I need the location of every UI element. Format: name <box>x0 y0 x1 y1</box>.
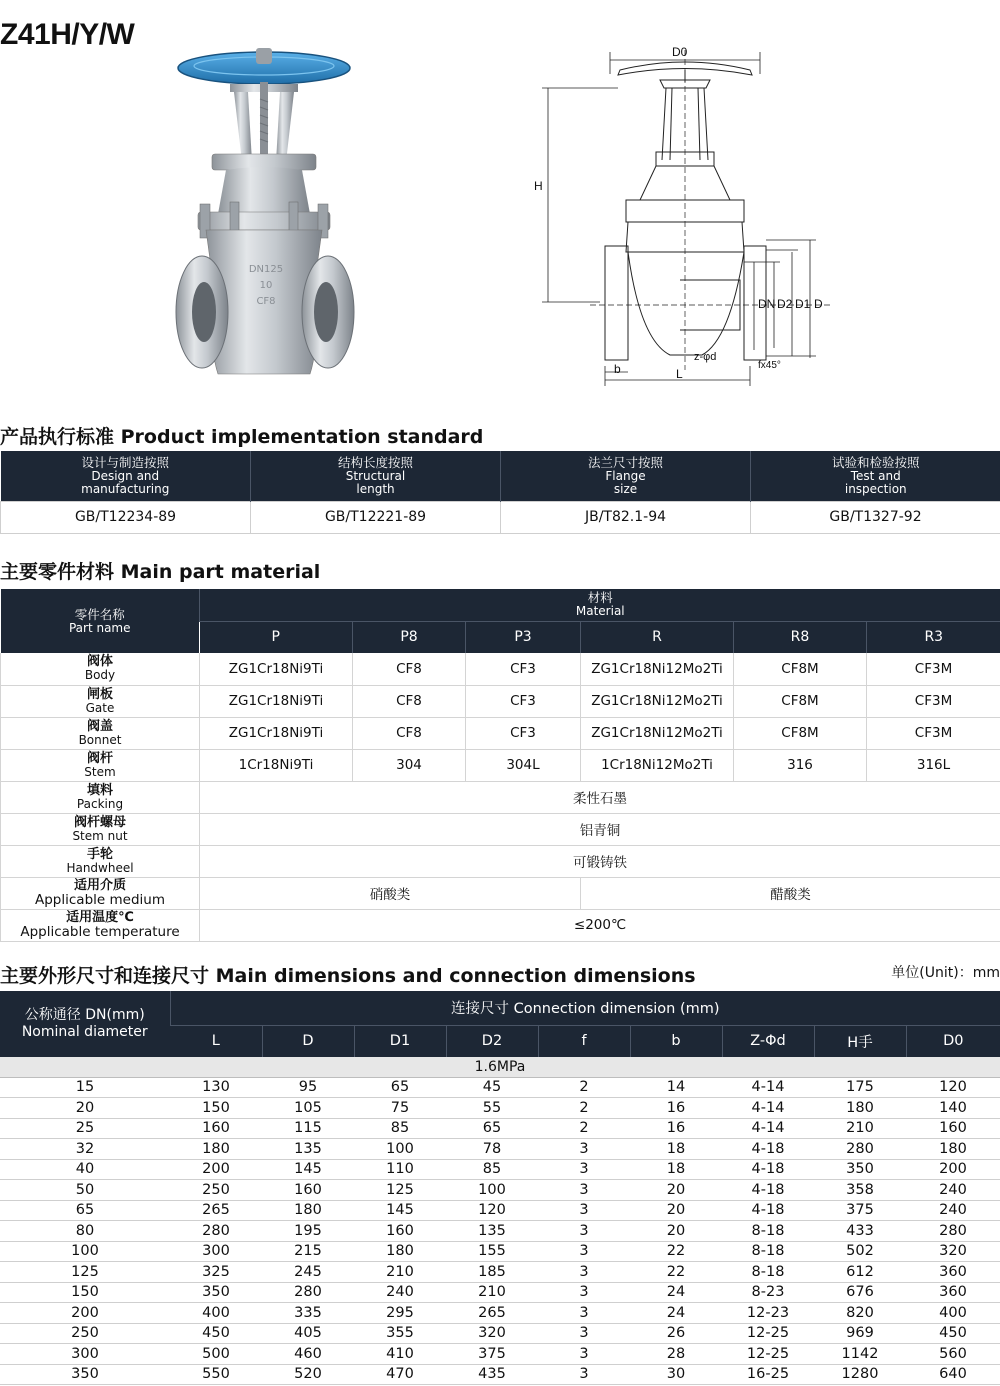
dimension-cell: 550 <box>170 1364 262 1385</box>
dimension-cell: 155 <box>446 1241 538 1262</box>
dimension-row <box>0 1262 1000 1283</box>
grade-header: R <box>581 621 734 653</box>
material-cell: CF3M <box>867 717 1000 749</box>
material-cell: ZG1Cr18Ni9Ti <box>200 653 353 685</box>
temperature-value: ≤200℃ <box>200 909 1000 941</box>
dimension-row <box>0 1159 1000 1180</box>
dimension-cell: 130 <box>170 1077 262 1098</box>
photo-mark-material: CF8 <box>256 296 276 307</box>
dimension-cell: 115 <box>262 1118 354 1139</box>
dimension-cell: 180 <box>262 1200 354 1221</box>
dimension-cell: 110 <box>354 1159 446 1180</box>
material-row-bonnet <box>1 717 1000 749</box>
connection-header: 连接尺寸 Connection dimension (mm) <box>170 991 1000 1025</box>
dimension-cell: 16-25 <box>722 1364 814 1385</box>
dimension-cell: 55 <box>446 1098 538 1119</box>
dn-cell: 300 <box>0 1344 170 1365</box>
dim-label-zphid: z-φd <box>694 351 717 363</box>
dimension-cell: 3 <box>538 1200 630 1221</box>
dimension-cell: 450 <box>906 1323 1000 1344</box>
dimension-cell: 16 <box>630 1098 722 1119</box>
dimension-cell: 160 <box>170 1118 262 1139</box>
material-cell: CF3 <box>466 685 581 717</box>
dn-cell: 350 <box>0 1364 170 1385</box>
dimension-cell: 210 <box>446 1282 538 1303</box>
dimension-cell: 135 <box>262 1139 354 1160</box>
dimension-cell: 450 <box>170 1323 262 1344</box>
dimension-row <box>0 1282 1000 1303</box>
grade-header: P3 <box>466 621 581 653</box>
material-table <box>0 589 1000 942</box>
dimension-cell: 75 <box>354 1098 446 1119</box>
dimension-cell: 30 <box>630 1364 722 1385</box>
material-row-temperature <box>1 909 1000 941</box>
dimension-cell: 200 <box>170 1159 262 1180</box>
dimension-cell: 355 <box>354 1323 446 1344</box>
dimension-cell: 360 <box>906 1262 1000 1283</box>
dimension-cell: 280 <box>170 1221 262 1242</box>
dimension-row <box>0 1118 1000 1139</box>
material-cell: 1Cr18Ni12Mo2Ti <box>581 749 734 781</box>
material-cell: ZG1Cr18Ni9Ti <box>200 717 353 749</box>
dn-cell: 200 <box>0 1303 170 1324</box>
dimension-cell: 145 <box>354 1200 446 1221</box>
dimension-row <box>0 1077 1000 1098</box>
part-name-header: 零件名称 Part name <box>1 589 200 653</box>
dimension-cell: 180 <box>906 1139 1000 1160</box>
material-cell: ZG1Cr18Ni12Mo2Ti <box>581 717 734 749</box>
dimension-cell: 120 <box>446 1200 538 1221</box>
dimension-cell: 8-18 <box>722 1262 814 1283</box>
column-header: D0 <box>906 1025 1000 1057</box>
part-name: 阀盖 Bonnet <box>1 717 200 749</box>
dn-cell: 250 <box>0 1323 170 1344</box>
dimension-cell: 26 <box>630 1323 722 1344</box>
dimension-row <box>0 1180 1000 1201</box>
material-cell: CF8 <box>353 653 466 685</box>
dimension-cell: 520 <box>262 1364 354 1385</box>
dim-label-d0: D0 <box>672 45 688 59</box>
dimension-cell: 3 <box>538 1180 630 1201</box>
material-cell: CF3 <box>466 653 581 685</box>
dimension-cell: 250 <box>170 1180 262 1201</box>
dimension-cell: 18 <box>630 1159 722 1180</box>
dimension-cell: 240 <box>906 1200 1000 1221</box>
dimension-cell: 295 <box>354 1303 446 1324</box>
grade-header: P8 <box>353 621 466 653</box>
material-row-handwheel <box>1 845 1000 877</box>
standard-value-flange: JB/T82.1-94 <box>501 501 751 533</box>
material-row-stem <box>1 749 1000 781</box>
dimension-cell: 160 <box>262 1180 354 1201</box>
dimension-cell: 4-18 <box>722 1180 814 1201</box>
dimension-cell: 180 <box>814 1098 906 1119</box>
handwheel-value: 可锻铸铁 <box>200 845 1000 877</box>
dimension-cell: 375 <box>814 1200 906 1221</box>
dimension-cell: 3 <box>538 1303 630 1324</box>
pressure-row: 1.6MPa <box>0 1057 1000 1077</box>
material-cell: CF3M <box>867 653 1000 685</box>
material-cell: ZG1Cr18Ni12Mo2Ti <box>581 685 734 717</box>
dimension-cell: 280 <box>906 1221 1000 1242</box>
standard-header-row <box>1 451 1000 501</box>
dimension-cell: 433 <box>814 1221 906 1242</box>
part-name: 阀杆 Stem <box>1 749 200 781</box>
dimension-cell: 200 <box>906 1159 1000 1180</box>
dimension-cell: 435 <box>446 1364 538 1385</box>
dimension-cell: 8-23 <box>722 1282 814 1303</box>
dimension-cell: 470 <box>354 1364 446 1385</box>
material-cell: 1Cr18Ni9Ti <box>200 749 353 781</box>
dimension-cell: 300 <box>170 1241 262 1262</box>
column-header: f <box>538 1025 630 1057</box>
dimension-cell: 18 <box>630 1139 722 1160</box>
dimension-cell: 180 <box>170 1139 262 1160</box>
dimension-cell: 560 <box>906 1344 1000 1365</box>
part-name: 阀体 Body <box>1 653 200 685</box>
dimensions-table <box>0 991 1000 1385</box>
dimension-cell: 265 <box>446 1303 538 1324</box>
dn-cell: 150 <box>0 1282 170 1303</box>
dimension-cell: 640 <box>906 1364 1000 1385</box>
dimension-row <box>0 1241 1000 1262</box>
dn-cell: 20 <box>0 1098 170 1119</box>
material-cell: CF8 <box>353 685 466 717</box>
dimension-cell: 12-25 <box>722 1344 814 1365</box>
dimension-cell: 500 <box>170 1344 262 1365</box>
dimension-cell: 460 <box>262 1344 354 1365</box>
column-header: D2 <box>446 1025 538 1057</box>
dimension-cell: 4-14 <box>722 1098 814 1119</box>
dimension-cell: 1142 <box>814 1344 906 1365</box>
standard-value-length: GB/T12221-89 <box>251 501 501 533</box>
dimension-cell: 360 <box>906 1282 1000 1303</box>
dimension-cell: 400 <box>906 1303 1000 1324</box>
dimension-cell: 4-14 <box>722 1077 814 1098</box>
dimension-cell: 28 <box>630 1344 722 1365</box>
dimension-cell: 160 <box>354 1221 446 1242</box>
valve-photo <box>170 44 360 400</box>
dimension-cell: 78 <box>446 1139 538 1160</box>
standard-value-design: GB/T12234-89 <box>1 501 251 533</box>
material-row-packing <box>1 781 1000 813</box>
dimension-cell: 969 <box>814 1323 906 1344</box>
column-header: L <box>170 1025 262 1057</box>
material-cell: 304 <box>353 749 466 781</box>
standard-header-flange: 法兰尺寸按照 Flange size <box>501 451 751 501</box>
dimension-cell: 85 <box>354 1118 446 1139</box>
dimension-cell: 4-18 <box>722 1159 814 1180</box>
dimension-cell: 8-18 <box>722 1241 814 1262</box>
dimension-cell: 20 <box>630 1180 722 1201</box>
grade-header: P <box>200 621 353 653</box>
material-cell: CF8 <box>353 717 466 749</box>
standard-header-design: 设计与制造按照 Design and manufacturing <box>1 451 251 501</box>
dim-label-fx45: fx45° <box>758 360 781 371</box>
dimension-cell: 3 <box>538 1344 630 1365</box>
dn-cell: 80 <box>0 1221 170 1242</box>
dn-cell: 125 <box>0 1262 170 1283</box>
part-name: 闸板 Gate <box>1 685 200 717</box>
dimension-cell: 22 <box>630 1262 722 1283</box>
dimension-row <box>0 1323 1000 1344</box>
dimension-cell: 210 <box>354 1262 446 1283</box>
column-header: D <box>262 1025 354 1057</box>
dimension-cell: 245 <box>262 1262 354 1283</box>
dimension-cell: 358 <box>814 1180 906 1201</box>
dimension-cell: 20 <box>630 1200 722 1221</box>
column-header: Z-Φd <box>722 1025 814 1057</box>
material-row-stem-nut <box>1 813 1000 845</box>
dimension-cell: 65 <box>446 1118 538 1139</box>
material-cell: ZG1Cr18Ni9Ti <box>200 685 353 717</box>
dimension-cell: 502 <box>814 1241 906 1262</box>
dimension-cell: 240 <box>354 1282 446 1303</box>
standard-section-title: 产品执行标准 Product implementation standard <box>0 426 484 448</box>
dn-cell: 40 <box>0 1159 170 1180</box>
packing-value: 柔性石墨 <box>200 781 1000 813</box>
photo-mark-dn: DN125 <box>248 264 284 275</box>
grade-header: R3 <box>867 621 1000 653</box>
dimension-cell: 320 <box>446 1323 538 1344</box>
dimension-cell: 24 <box>630 1303 722 1324</box>
material-cell: CF8M <box>734 653 867 685</box>
column-header: b <box>630 1025 722 1057</box>
dn-cell: 50 <box>0 1180 170 1201</box>
dimension-cell: 335 <box>262 1303 354 1324</box>
dimension-cell: 150 <box>170 1098 262 1119</box>
dimension-cell: 375 <box>446 1344 538 1365</box>
dimension-cell: 3 <box>538 1139 630 1160</box>
medium-value-nitric: 硝酸类 <box>200 877 581 909</box>
dim-label-d: D <box>814 297 823 311</box>
dimension-cell: 1280 <box>814 1364 906 1385</box>
dimension-cell: 120 <box>906 1077 1000 1098</box>
dimension-cell: 8-18 <box>722 1221 814 1242</box>
dimension-cell: 14 <box>630 1077 722 1098</box>
dimension-cell: 22 <box>630 1241 722 1262</box>
dimension-cell: 280 <box>262 1282 354 1303</box>
dim-label-d2: D2 <box>777 297 793 311</box>
dimension-row <box>0 1344 1000 1365</box>
material-cell: ZG1Cr18Ni12Mo2Ti <box>581 653 734 685</box>
dimension-cell: 2 <box>538 1118 630 1139</box>
standard-header-length: 结构长度按照 Structural length <box>251 451 501 501</box>
dn-cell: 32 <box>0 1139 170 1160</box>
dimension-cell: 210 <box>814 1118 906 1139</box>
material-row-medium <box>1 877 1000 909</box>
dimension-cell: 280 <box>814 1139 906 1160</box>
dimensions-section-title: 主要外形尺寸和连接尺寸 Main dimensions and connection dimensions <box>0 965 696 987</box>
dn-cell: 25 <box>0 1118 170 1139</box>
dimension-cell: 215 <box>262 1241 354 1262</box>
dimension-row <box>0 1303 1000 1324</box>
dimension-cell: 2 <box>538 1077 630 1098</box>
dim-label-d1: D1 <box>795 297 811 311</box>
dimension-cell: 410 <box>354 1344 446 1365</box>
dim-label-l: L <box>676 367 683 381</box>
dn-cell: 15 <box>0 1077 170 1098</box>
dimension-cell: 350 <box>170 1282 262 1303</box>
part-name: 填料 Packing <box>1 781 200 813</box>
column-header: H手 <box>814 1025 906 1057</box>
dn-cell: 100 <box>0 1241 170 1262</box>
dimension-row <box>0 1364 1000 1385</box>
dimension-cell: 676 <box>814 1282 906 1303</box>
part-name: 手轮 Handwheel <box>1 845 200 877</box>
dimension-cell: 405 <box>262 1323 354 1344</box>
dim-label-dn: DN <box>758 297 776 311</box>
material-row-gate <box>1 685 1000 717</box>
valve-drawing <box>530 40 850 400</box>
dimension-cell: 12-25 <box>722 1323 814 1344</box>
dimension-cell: 16 <box>630 1118 722 1139</box>
dimension-cell: 24 <box>630 1282 722 1303</box>
part-name: 阀杆螺母 Stem nut <box>1 813 200 845</box>
dimension-cell: 175 <box>814 1077 906 1098</box>
dimension-row <box>0 1200 1000 1221</box>
standard-header-test: 试验和检验按照 Test and inspection <box>751 451 1000 501</box>
material-row-body <box>1 653 1000 685</box>
dimension-cell: 180 <box>354 1241 446 1262</box>
dimension-cell: 140 <box>906 1098 1000 1119</box>
dimension-cell: 400 <box>170 1303 262 1324</box>
material-cell: CF3 <box>466 717 581 749</box>
standard-value-row <box>1 501 1000 533</box>
material-cell: 304L <box>466 749 581 781</box>
dimension-row <box>0 1221 1000 1242</box>
dimension-cell: 3 <box>538 1262 630 1283</box>
part-name: 适用温度℃ Applicable temperature <box>1 909 200 941</box>
dimension-cell: 3 <box>538 1282 630 1303</box>
dimension-cell: 3 <box>538 1221 630 1242</box>
dim-label-h: H <box>534 179 543 193</box>
dim-label-b: b <box>614 362 621 376</box>
dimension-cell: 325 <box>170 1262 262 1283</box>
material-cell: CF3M <box>867 685 1000 717</box>
dimension-cell: 125 <box>354 1180 446 1201</box>
standard-table <box>0 451 1000 534</box>
dn-cell: 65 <box>0 1200 170 1221</box>
material-cell: 316 <box>734 749 867 781</box>
dimension-cell: 45 <box>446 1077 538 1098</box>
dimension-cell: 2 <box>538 1098 630 1119</box>
dimension-cell: 3 <box>538 1159 630 1180</box>
dimension-cell: 240 <box>906 1180 1000 1201</box>
dimension-cell: 105 <box>262 1098 354 1119</box>
column-header: D1 <box>354 1025 446 1057</box>
material-header: 材料 Material <box>200 589 1000 621</box>
dimension-row <box>0 1098 1000 1119</box>
photo-mark-pn: 10 <box>259 280 273 291</box>
dimension-cell: 145 <box>262 1159 354 1180</box>
material-section-title: 主要零件材料 Main part material <box>0 561 321 583</box>
dimension-row <box>0 1139 1000 1160</box>
dimension-cell: 612 <box>814 1262 906 1283</box>
dimension-cell: 820 <box>814 1303 906 1324</box>
dimension-cell: 350 <box>814 1159 906 1180</box>
dimension-cell: 100 <box>354 1139 446 1160</box>
dimension-cell: 65 <box>354 1077 446 1098</box>
dimension-cell: 4-18 <box>722 1200 814 1221</box>
dimension-cell: 135 <box>446 1221 538 1242</box>
model-title: Z41H/Y/W <box>0 18 135 51</box>
material-cell: CF8M <box>734 685 867 717</box>
dimension-cell: 3 <box>538 1364 630 1385</box>
dn-header: 公称通径 DN(mm) Nominal diameter <box>0 991 170 1057</box>
dimension-cell: 95 <box>262 1077 354 1098</box>
dimension-cell: 100 <box>446 1180 538 1201</box>
material-cell: CF8M <box>734 717 867 749</box>
dimension-cell: 12-23 <box>722 1303 814 1324</box>
medium-value-acetic: 醋酸类 <box>581 877 1000 909</box>
dimension-cell: 4-14 <box>722 1118 814 1139</box>
dimension-cell: 185 <box>446 1262 538 1283</box>
grade-header: R8 <box>734 621 867 653</box>
dimension-cell: 3 <box>538 1323 630 1344</box>
dimension-cell: 4-18 <box>722 1139 814 1160</box>
stem-nut-value: 铝青铜 <box>200 813 1000 845</box>
standard-value-test: GB/T1327-92 <box>751 501 1000 533</box>
part-name: 适用介质 Applicable medium <box>1 877 200 909</box>
dimension-cell: 195 <box>262 1221 354 1242</box>
dimension-cell: 160 <box>906 1118 1000 1139</box>
unit-label: 单位(Unit)：mm <box>891 965 1000 981</box>
dimension-cell: 20 <box>630 1221 722 1242</box>
dimension-cell: 320 <box>906 1241 1000 1262</box>
material-cell: 316L <box>867 749 1000 781</box>
dimension-cell: 3 <box>538 1241 630 1262</box>
dimension-cell: 85 <box>446 1159 538 1180</box>
dimension-cell: 265 <box>170 1200 262 1221</box>
